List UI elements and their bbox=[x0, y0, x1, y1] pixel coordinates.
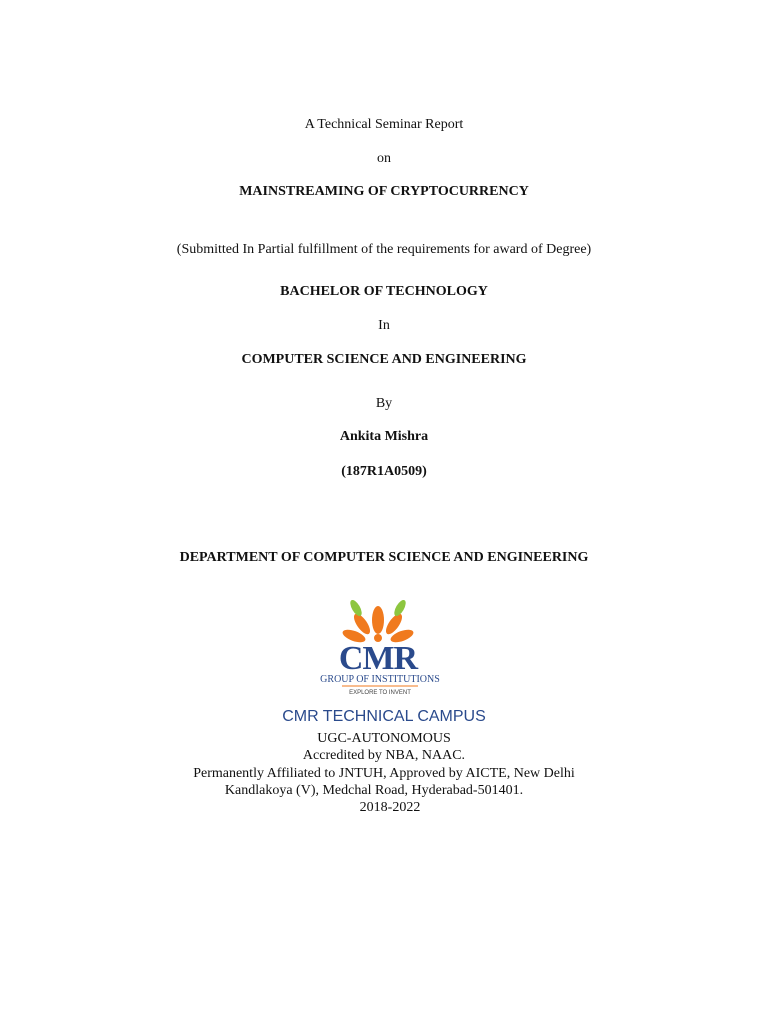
logo-group: GROUP OF INSTITUTIONS bbox=[320, 674, 440, 685]
institution-name: CMR TECHNICAL CAMPUS bbox=[282, 708, 486, 725]
cmr-logo-icon bbox=[316, 600, 446, 700]
by-label: By bbox=[375, 396, 393, 411]
submission-note: (Submitted In Partial fulfillment of the requirements for award of Degree) bbox=[176, 242, 592, 257]
lotus-petals bbox=[341, 600, 415, 645]
institution-status: UGC-AUTONOMOUS bbox=[317, 731, 451, 746]
roll-number: (187R1A0509) bbox=[341, 464, 427, 479]
academic-years: 2018-2022 bbox=[359, 800, 421, 815]
branch-name: COMPUTER SCIENCE AND ENGINEERING bbox=[241, 352, 527, 367]
on-label: on bbox=[377, 151, 391, 166]
logo-wordmark: CMR bbox=[338, 640, 418, 677]
report-title: MAINSTREAMING OF CRYPTOCURRENCY bbox=[239, 184, 529, 199]
in-label: In bbox=[378, 318, 390, 333]
logo-tagline: EXPLORE TO INVENT bbox=[349, 690, 411, 696]
institution-address: Kandlakoya (V), Medchal Road, Hyderabad-501401. bbox=[224, 783, 524, 798]
author-name: Ankita Mishra bbox=[339, 429, 429, 444]
cmr-logo bbox=[316, 600, 446, 700]
institution-accreditation: Accredited by NBA, NAAC. bbox=[302, 748, 466, 763]
institution-affiliation: Permanently Affiliated to JNTUH, Approved by AICTE, New Delhi bbox=[193, 766, 575, 781]
report-type: A Technical Seminar Report bbox=[304, 117, 464, 132]
degree-name: BACHELOR OF TECHNOLOGY bbox=[280, 284, 488, 299]
department-name: DEPARTMENT OF COMPUTER SCIENCE AND ENGINEERING bbox=[179, 550, 589, 565]
